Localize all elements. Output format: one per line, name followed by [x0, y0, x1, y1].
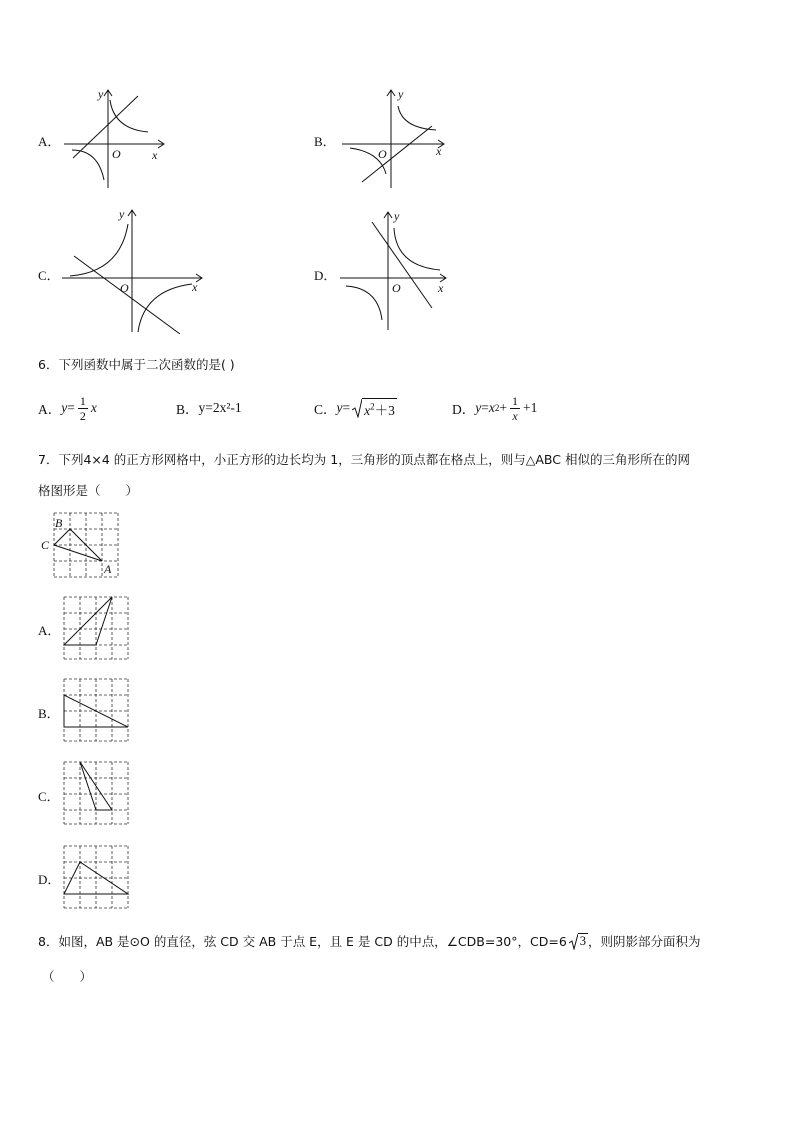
q5-a-x-label: x: [152, 148, 158, 162]
q7-stem-line2: 格图形是（ ）: [38, 483, 139, 498]
q5-b-y-label: y: [398, 87, 404, 101]
q6-option-c: C． y = $x^2+3$: [314, 389, 397, 427]
q6-option-b: [176, 389, 242, 427]
q5-graph-a: [58, 84, 170, 192]
q6-option-d-label: D．: [452, 402, 476, 417]
sqrt-sign-icon: [352, 398, 362, 418]
q5-option-d-label: D．: [314, 268, 337, 283]
q5-graph-c: [58, 204, 206, 334]
q6-a-fraction: $\frac{1}{2}$: [79, 393, 86, 423]
q7-reference-grid: [38, 510, 122, 580]
q8-stem-line2: （ ）: [42, 969, 93, 984]
q5-b-origin-label: O: [378, 147, 387, 161]
q5-option-b-label: B．: [314, 134, 336, 149]
q7-option-c-label: C．: [38, 789, 60, 804]
q7-vertex-c-label: C: [41, 538, 50, 552]
q7-option-b-label: B．: [38, 706, 60, 721]
q8-stem-line1: [38, 932, 701, 950]
q5-a-y-label: y: [98, 87, 104, 101]
q6-option-d: D． y = x 2 + $\frac{1}{x}$ +1: [452, 393, 538, 423]
q8-stem-part1: 8．如图，AB 是⊙O 的直径，弦 CD 交 AB 于点 E，且 E 是 CD 的中点，∠CDB=30°，CD=6: [38, 934, 567, 949]
q5-c-y-label: y: [119, 207, 125, 221]
q5-d-y-label: y: [394, 209, 400, 223]
q6-option-a: A． y = $\frac{1}{2}$ x: [38, 393, 97, 423]
q6-option-b-expression: y=2x²-1: [198, 400, 242, 415]
q5-option-c-label: C．: [38, 268, 60, 283]
q7-option-a-grid: [62, 595, 130, 661]
q5-option-a-label: A．: [38, 134, 61, 149]
q8-stem-part2: ，则阴影部分面积为: [588, 934, 701, 949]
q8-sqrt3: 3: [569, 933, 588, 950]
q7-vertex-a-label: A: [104, 562, 112, 576]
q5-b-x-label: x: [436, 144, 442, 158]
q6-option-c-label: C．: [314, 402, 337, 417]
q5-c-x-label: x: [192, 280, 198, 294]
q7-vertex-b-label: B: [55, 516, 63, 530]
q6-c-radical: $x^2+3$: [352, 398, 397, 419]
q7-option-d-label: D．: [38, 872, 61, 887]
q5-c-origin-label: O: [120, 281, 129, 295]
q6-option-b-label: B．: [176, 402, 199, 417]
q7-option-a-label: A．: [38, 623, 61, 638]
q6-d-fraction: $\frac{1}{x}$: [512, 393, 518, 423]
q7-option-b-grid: [62, 677, 130, 743]
sqrt-sign-icon: [569, 933, 578, 950]
q7-stem-line1: 7．下列4×4 的正方形网格中，小正方形的边长均为 1，三角形的顶点都在格点上，则与△ABC 相似的三角形所在的网: [38, 452, 690, 467]
q5-d-origin-label: O: [392, 281, 401, 295]
q6-stem: 6．下列函数中属于二次函数的是( ): [38, 357, 235, 372]
q5-graph-d: [336, 208, 450, 332]
q5-d-x-label: x: [438, 281, 444, 295]
q5-a-origin-label: O: [112, 147, 121, 161]
q6-option-a-label: A．: [38, 402, 62, 417]
q5-graph-b: [336, 84, 448, 192]
q7-option-a-triangle: [64, 597, 112, 645]
q7-option-c-grid: [62, 760, 130, 826]
q7-option-d-grid: [62, 844, 130, 910]
